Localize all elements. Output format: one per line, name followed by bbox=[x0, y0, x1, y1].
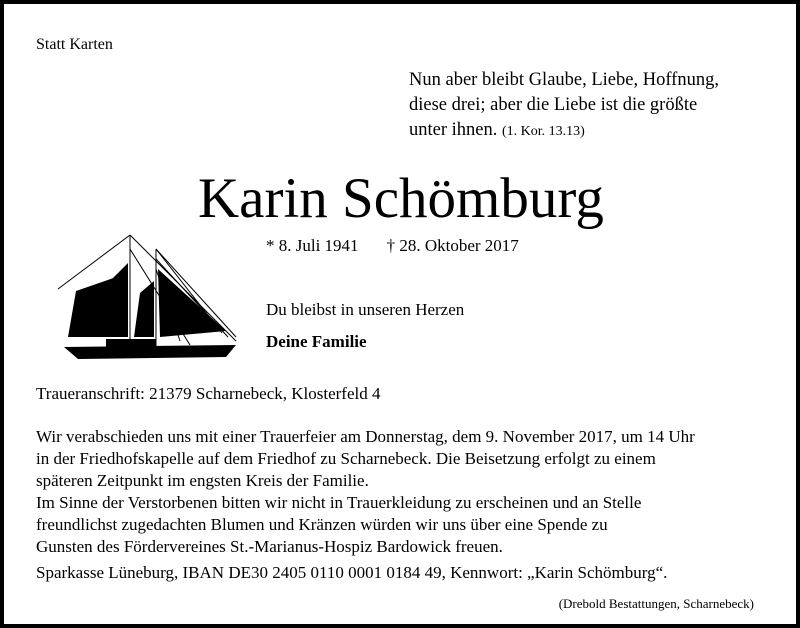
birth-date: * 8. Juli 1941 bbox=[266, 236, 359, 255]
mourning-address: Traueranschrift: 21379 Scharnebeck, Klosterfeld 4 bbox=[36, 384, 381, 403]
bible-quote bbox=[409, 68, 719, 144]
paragraph-line: Gunsten des Fördervereines St.-Marianus-Hospiz Bardowick freuen. bbox=[36, 537, 503, 556]
bank-details: Sparkasse Lüneburg, IBAN DE30 2405 0110 0001 0184 49, Kennwort: „Karin Schömburg“. bbox=[36, 563, 668, 582]
paragraph-line: Im Sinne der Verstorbenen bitten wir nicht in Trauerkleidung zu erscheinen und an Stelle bbox=[36, 493, 642, 512]
death-date: † 28. Oktober 2017 bbox=[386, 236, 519, 255]
family-signature: Deine Familie bbox=[266, 332, 367, 351]
sailing-ship-icon bbox=[56, 229, 241, 369]
remembrance-message: Du bleibst in unseren Herzen bbox=[266, 300, 465, 319]
quote-text: unter ihnen. bbox=[409, 120, 498, 140]
quote-line: Nun aber bleibt Glaube, Liebe, Hoffnung, bbox=[409, 70, 719, 90]
funeral-home-credit: (Drebold Bestattungen, Scharnebeck) bbox=[558, 596, 754, 611]
quote-reference: (1. Kor. 13.13) bbox=[502, 124, 585, 139]
donation-paragraph bbox=[36, 492, 641, 558]
statt-karten-label: Statt Karten bbox=[36, 36, 113, 53]
quote-line-last bbox=[409, 118, 719, 144]
quote-line: diese drei; aber die Liebe ist die größte bbox=[409, 95, 698, 115]
paragraph-line: Wir verabschieden uns mit einer Trauerfeier am Donnerstag, dem 9. November 2017, um 14 Uhr bbox=[36, 427, 695, 446]
paragraph-line: in der Friedhofskapelle auf dem Friedhof zu Scharnebeck. Die Beisetzung erfolgt zu einem bbox=[36, 449, 656, 468]
life-dates bbox=[266, 236, 519, 256]
paragraph-line: späteren Zeitpunkt im engsten Kreis der Familie. bbox=[36, 471, 369, 490]
deceased-name: Karin Schömburg bbox=[198, 167, 604, 230]
ceremony-paragraph bbox=[36, 426, 695, 492]
paragraph-line: freundlichst zugedachten Blumen und Kränzen würden wir uns über eine Spende zu bbox=[36, 515, 608, 534]
